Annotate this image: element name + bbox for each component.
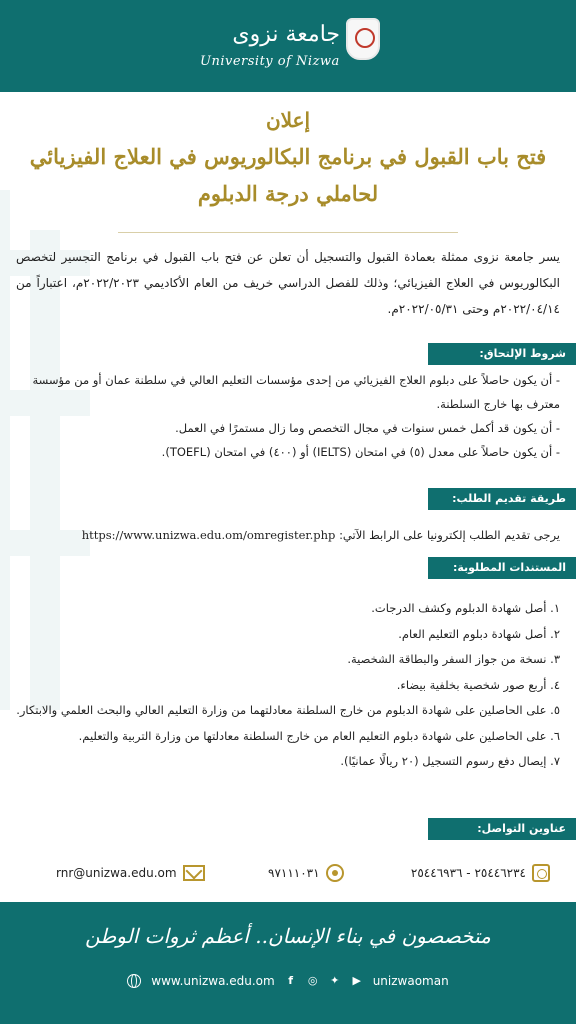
logo-arabic-text: جامعة نزوى [232, 22, 340, 47]
document-item: ١. أصل شهادة الدبلوم وكشف الدرجات. [371, 601, 560, 615]
title-announcement: إعلان [265, 108, 311, 132]
condition-item: - أن يكون حاصلاً على معدل (٥) في امتحان (IELTS) أو (٤٠٠) في امتحان (TOEFL). [161, 445, 560, 459]
intro-paragraph: يسر جامعة نزوى ممثلة بعمادة القبول والتسجيل أن تعلن عن فتح باب القبول في برنامج التجسير لتخصص البكالوريوس في العلاج الفيزيائي؛ وذلك للفصل الدراسي خريف من العام الأكاديمي ٢٠٢٢/٢٠٢٣م، اعتباراً من ٢٠٢٢/٠٤/١٤م وحتى ٢٠٢٢/٠٥/٣١م. [16, 250, 560, 316]
title-audience: لحاملي درجة الدبلوم [197, 181, 379, 206]
footer-banner [0, 902, 576, 1024]
facebook-icon[interactable]: f [288, 974, 294, 987]
phone-icon [532, 864, 550, 882]
section-header-apply: طريقة تقديم الطلب: [428, 488, 576, 510]
condition-item: - أن يكون قد أكمل خمس سنوات في مجال التخصص وما زال مستمرًا في العمل. [175, 421, 560, 435]
apply-text: يرجى تقديم الطلب إلكترونيا على الرابط الآتي: [339, 528, 560, 542]
announcement-title [0, 104, 576, 204]
phone-numbers: ٢٥٤٤٦٢٣٤ - ٢٥٤٤٦٩٣٦ [410, 866, 526, 880]
email-icon [183, 865, 205, 881]
footer-links [0, 974, 576, 988]
globe-icon [127, 974, 141, 988]
section-header-contacts: عناوين التواصل: [428, 818, 576, 840]
section-header-documents: المستندات المطلوبة: [428, 557, 576, 579]
document-item: ٦. على الحاصلين على شهادة دبلوم التعليم العام من خارج السلطنة معادلتها من وزارة التربية والتعليم. [78, 728, 560, 743]
header-banner [0, 0, 576, 92]
whatsapp-number: ٩٧١١١٠٣١ [268, 866, 320, 880]
document-item: ٤. أربع صور شخصية بخلفية بيضاء. [396, 677, 560, 692]
apply-instructions [16, 524, 560, 546]
document-item: ٧. إيصال دفع رسوم التسجيل (٢٠ ريالًا عمانيًا). [340, 754, 560, 768]
contact-email[interactable] [56, 858, 205, 888]
document-item: ٣. نسخة من جواز السفر والبطاقة الشخصية. [347, 652, 560, 666]
whatsapp-icon [326, 864, 344, 882]
email-address: rnr@unizwa.edu.om [56, 866, 177, 880]
youtube-icon[interactable]: ▶ [352, 974, 361, 987]
documents-list [16, 596, 560, 775]
logo-english-text: University of Nizwa [200, 54, 340, 69]
condition-item: - أن يكون حاصلاً على دبلوم العلاج الفيزيائي من إحدى مؤسسات التعليم العالي في سلطنة عمان أو من مؤسسة معترف بها خارج السلطنة. [32, 373, 560, 411]
contact-row [0, 858, 576, 888]
social-handle[interactable]: unizwaoman [372, 974, 449, 988]
footer-slogan: متخصصون في بناء الإنسان.. أعظم ثروات الوطن [85, 924, 491, 948]
conditions-list [16, 368, 560, 464]
registration-link[interactable]: https://www.unizwa.edu.om/omregister.php [81, 528, 336, 542]
university-emblem-icon [346, 18, 380, 60]
twitter-icon[interactable]: ✦ [330, 974, 340, 987]
instagram-icon[interactable]: ◎ [307, 974, 318, 987]
contact-phone[interactable] [411, 858, 550, 888]
title-program: فتح باب القبول في برنامج البكالوريوس في العلاج الفيزيائي [29, 144, 547, 169]
website-link[interactable]: www.unizwa.edu.om [151, 974, 275, 988]
university-logo [200, 18, 380, 76]
title-divider [118, 232, 458, 233]
section-header-conditions: شروط الإلتحاق: [428, 343, 576, 365]
document-item: ٢. أصل شهادة دبلوم التعليم العام. [398, 626, 560, 641]
document-item: ٥. على الحاصلين على شهادة الدبلوم من خارج السلطنة معادلتهما من وزارة التعليم العالي والبحث العلمي والابتكار. [16, 703, 560, 717]
contact-whatsapp[interactable] [268, 858, 344, 888]
